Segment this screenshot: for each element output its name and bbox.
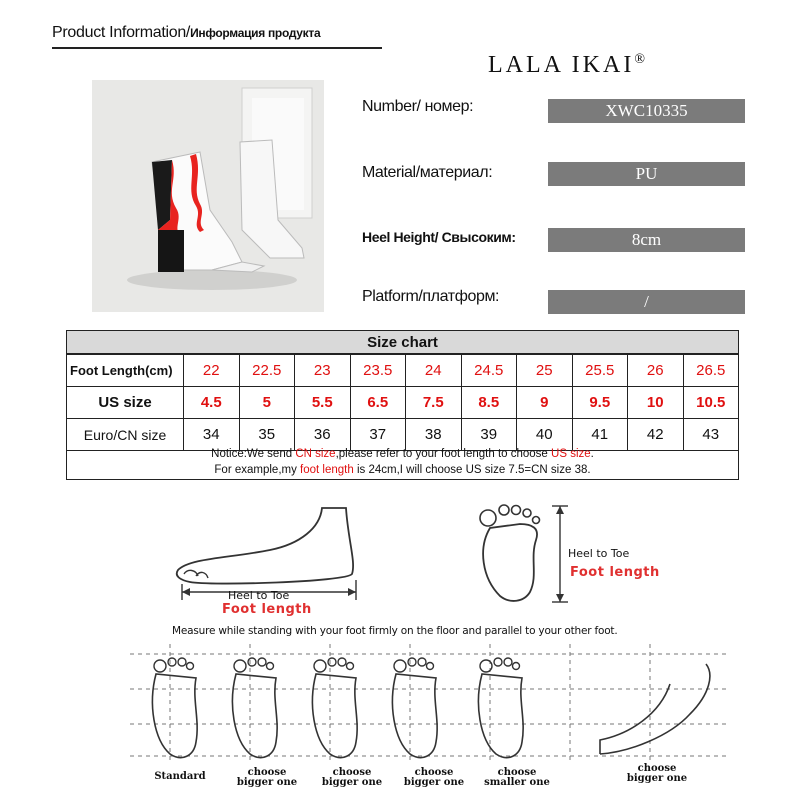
foot-caption: [140, 772, 220, 782]
table-cell: 5.5: [295, 387, 351, 419]
registered-mark: ®: [634, 52, 645, 67]
size-notice-line2: [66, 464, 739, 476]
spec-label-platform: Platform/платформ:: [362, 288, 500, 305]
table-cell: 40: [517, 419, 573, 451]
table-cell: 10: [628, 387, 684, 419]
table-cell: 4.5: [184, 387, 240, 419]
table-cell: 25: [517, 355, 573, 387]
table-cell: 36: [295, 419, 351, 451]
spec-value-material: PU: [548, 162, 745, 186]
side-heel-to-toe-label: Heel to Toe: [228, 589, 290, 602]
header-divider: [52, 47, 382, 49]
table-cell: 26: [628, 355, 684, 387]
table-row-euro-size: [67, 419, 739, 451]
table-cell: 7.5: [406, 387, 462, 419]
table-cell: 24.5: [461, 355, 517, 387]
size-notice-line1: [66, 448, 739, 460]
table-cell: 37: [350, 419, 406, 451]
header-title: [52, 24, 320, 42]
caption-line: smaller one: [484, 777, 550, 788]
table-cell: 24: [406, 355, 462, 387]
size-chart-title: Size chart: [67, 331, 738, 354]
notice-highlight: US size: [551, 448, 591, 460]
table-cell: 23.5: [350, 355, 406, 387]
table-cell: 22: [184, 355, 240, 387]
notice-text: For example,my: [214, 464, 301, 476]
spec-value-platform: /: [548, 290, 745, 314]
ankle-boots-image: [92, 80, 324, 312]
top-heel-to-toe-label: Heel to Toe: [568, 547, 630, 560]
table-cell: 6.5: [350, 387, 406, 419]
notice-text: ,please refer to your foot length to choose: [335, 448, 552, 460]
notice-text: is 24cm,I will choose US size 7.5=CN size 38.: [353, 464, 591, 476]
caption-line: choose: [497, 767, 537, 778]
foot-caption: [312, 768, 392, 788]
table-cell: 22.5: [239, 355, 295, 387]
top-foot-length-label: Foot length: [570, 565, 660, 580]
spec-label-heel-height: Heel Height/ Свысоким:: [362, 229, 516, 245]
caption-line: bigger one: [236, 777, 298, 788]
row-header: US size: [67, 387, 184, 419]
table-row-foot-length: [67, 355, 739, 387]
foot-caption: [617, 764, 697, 784]
caption-line: bigger one: [626, 773, 688, 784]
side-foot-length-label: Foot length: [222, 602, 312, 617]
size-table: [66, 354, 739, 451]
spec-value-number: XWC10335: [548, 99, 745, 123]
table-cell: 25.5: [572, 355, 628, 387]
table-cell: 42: [628, 419, 684, 451]
table-cell: 5: [239, 387, 295, 419]
table-cell: 8.5: [461, 387, 517, 419]
header-title-ru: Информация продукта: [190, 26, 321, 40]
caption-line: choose: [637, 763, 677, 774]
spec-value-heel-height: 8cm: [548, 228, 745, 252]
table-cell: 9.5: [572, 387, 628, 419]
row-header: Foot Length(cm): [67, 355, 184, 387]
caption-line: choose: [414, 767, 454, 778]
notice-highlight: CN size: [295, 448, 336, 460]
foot-caption: [394, 768, 474, 788]
table-cell: 39: [461, 419, 517, 451]
brand-name: LALA IKAI: [488, 52, 635, 78]
table-cell: 9: [517, 387, 573, 419]
brand-logo: [488, 52, 645, 79]
table-cell: 35: [239, 419, 295, 451]
foot-caption: [227, 768, 307, 788]
row-header: Euro/CN size: [67, 419, 184, 451]
caption-line: choose: [247, 767, 287, 778]
notice-text: Notice:We send: [211, 448, 296, 460]
table-cell: 38: [406, 419, 462, 451]
table-cell: 26.5: [683, 355, 739, 387]
table-cell: 34: [184, 419, 240, 451]
table-row-us-size: [67, 387, 739, 419]
table-cell: 41: [572, 419, 628, 451]
spec-label-number: Number/ номер:: [362, 98, 474, 115]
caption-line: bigger one: [321, 777, 383, 788]
foot-caption: [477, 768, 557, 788]
header-title-en: Product Information/: [52, 24, 191, 41]
caption-line: bigger one: [403, 777, 465, 788]
notice-highlight: foot length: [300, 464, 354, 476]
caption-line: choose: [332, 767, 372, 778]
notice-text: .: [590, 448, 594, 460]
table-cell: 43: [683, 419, 739, 451]
caption-line: Standard: [154, 771, 206, 782]
table-cell: 10.5: [683, 387, 739, 419]
product-photo: [92, 80, 324, 312]
table-cell: 23: [295, 355, 351, 387]
spec-label-material: Material/материал:: [362, 164, 493, 181]
measure-instruction: Measure while standing with your foot firmly on the floor and parallel to your other foot.: [172, 625, 618, 637]
